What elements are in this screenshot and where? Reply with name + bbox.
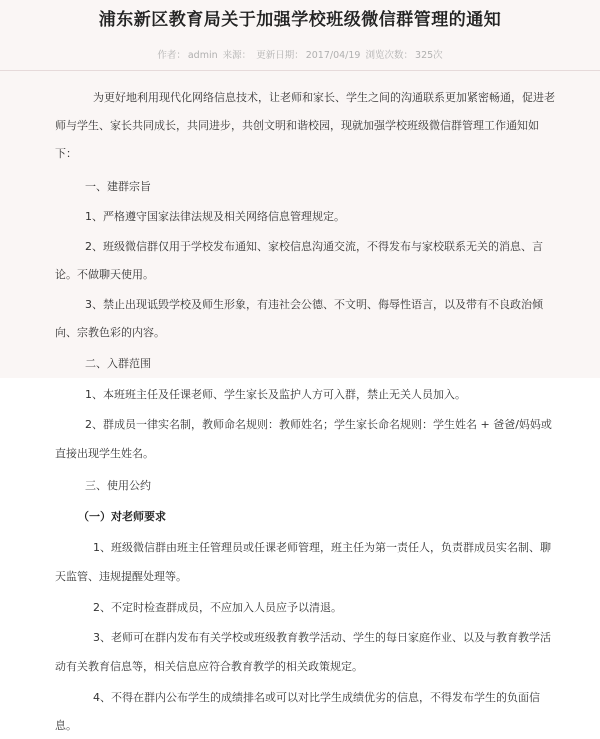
article-title: 浦东新区教育局关于加强学校班级微信群管理的通知 <box>98 10 502 30</box>
section-3-item-4-line-2: 息。 <box>55 719 77 732</box>
section-1-item-2-line-1: 2、班级微信群仅用于学校发布通知、家校信息沟通交流，不得发布与家校联系无关的消息、言 <box>85 240 543 253</box>
date-value: 2017/04/19 <box>305 50 361 61</box>
section-3-item-3-line-1: 3、老师可在群内发布有关学校或班级教育教学活动、学生的每日家庭作业、以及与教育教学活 <box>93 631 551 644</box>
intro-line-3: 下： <box>55 147 77 160</box>
section-3-item-3-line-2: 动有关教育信息等，相关信息应符合教育教学的相关政策规定。 <box>55 660 363 673</box>
author-value: admin <box>187 50 218 61</box>
section-3-item-4-line-1: 4、不得在群内公布学生的成绩排名或可以对比学生成绩优劣的信息，不得发布学生的负面信 <box>93 691 540 704</box>
section-2-item-2-line-1: 2、群成员一律实名制，教师命名规则：教师姓名；学生家长命名规则：学生姓名 + 爸爸/妈妈或 <box>85 418 552 431</box>
section-2-item-2-line-2: 直接出现学生姓名。 <box>55 447 154 460</box>
views-label: 浏览次数： <box>365 50 414 61</box>
source-label: 来源： <box>222 50 252 61</box>
section-3-item-1-line-2: 天监管、违规提醒处理等。 <box>55 570 187 583</box>
section-1-item-1: 1、严格遵守国家法律法规及相关网络信息管理规定。 <box>85 210 345 223</box>
meta-divider <box>0 70 600 71</box>
views-value: 325次 <box>415 50 443 61</box>
section-1-item-2-line-2: 论。不做聊天使用。 <box>55 268 154 281</box>
subsection-heading-teachers: （一）对老师要求 <box>78 510 166 523</box>
date-label: 更新日期： <box>256 50 304 61</box>
section-3-item-2: 2、不定时检查群成员，不应加入人员应予以清退。 <box>93 601 342 614</box>
intro-line-1: 为更好地利用现代化网络信息技术，让老师和家长、学生之间的沟通联系更加紧密畅通，促进老 <box>93 91 555 104</box>
section-1-item-3-line-1: 3、禁止出现诋毁学校及师生形象，有违社会公德、不文明、侮辱性语言，以及带有不良政治倾 <box>85 298 543 311</box>
article-meta <box>0 49 600 63</box>
section-3-item-1-line-1: 1、班级微信群由班主任管理员或任课老师管理，班主任为第一责任人，负责群成员实名制、聊 <box>93 541 551 554</box>
section-heading-2: 二、入群范围 <box>85 357 151 370</box>
intro-line-2: 师与学生、家长共同成长，共同进步，共创文明和谐校园，现就加强学校班级微信群管理工作通知如 <box>55 119 539 132</box>
section-heading-1: 一、建群宗旨 <box>85 180 151 193</box>
section-1-item-3-line-2: 向、宗教色彩的内容。 <box>55 326 165 339</box>
author-label: 作者： <box>157 50 186 61</box>
section-heading-3: 三、使用公约 <box>85 479 151 492</box>
section-2-item-1: 1、本班班主任及任课老师、学生家长及监护人方可入群，禁止无关人员加入。 <box>85 388 466 401</box>
